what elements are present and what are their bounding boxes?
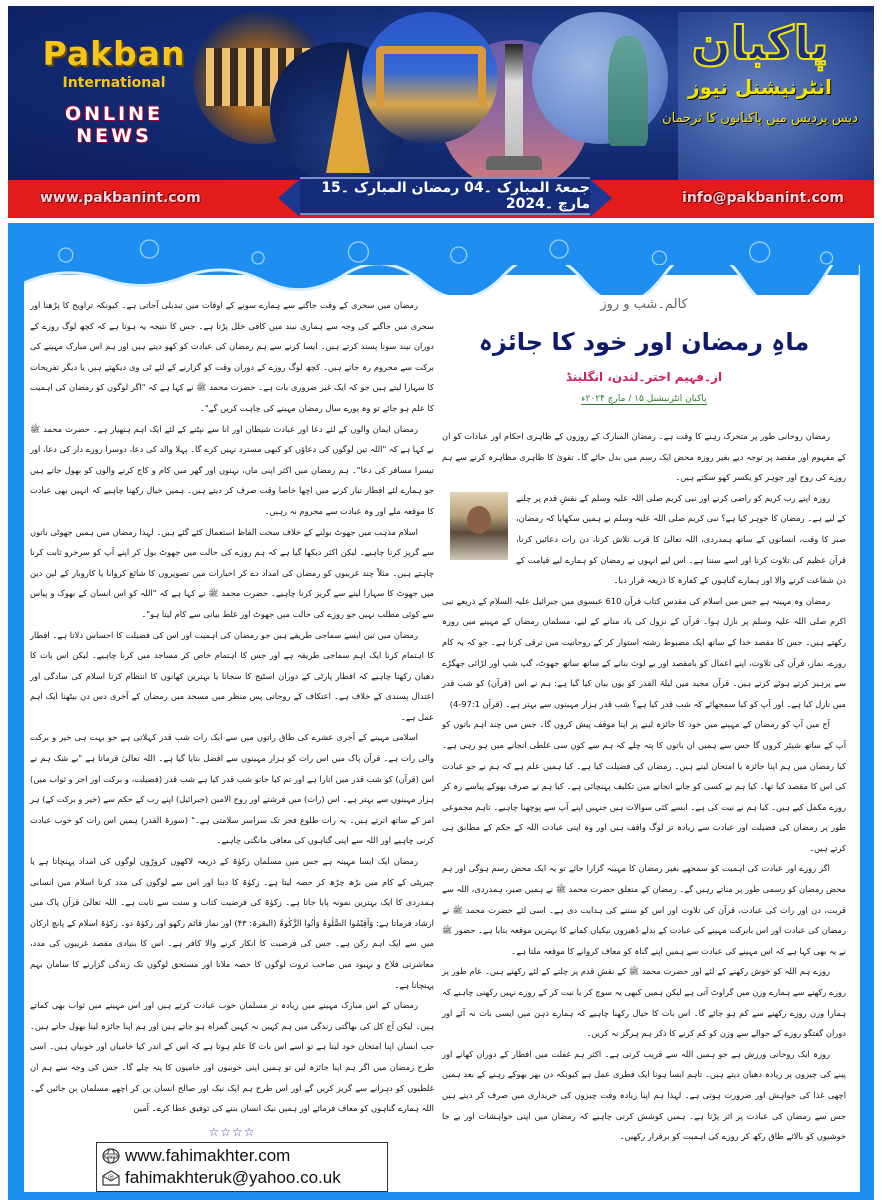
brand-logo-urdu — [660, 16, 860, 126]
article-headline: ماہِ رمضان اور خود کا جائزہ — [478, 328, 810, 356]
website-link[interactable]: www.pakbanint.com — [40, 190, 201, 206]
author-contact-box — [96, 1142, 388, 1192]
brand-subtitle: International — [62, 75, 166, 91]
brand-subtitle-urdu: انٹرنیشنل نیوز — [688, 75, 832, 100]
article-paragraph: آج میں آپ کو رمضان کے مہینے میں خود کا جائزہ لینے پر اپنا موقف پیش کروں گا۔ جس میں چند اہم باتوں کو آپ کے ساتھ شیئر کروں گا جس سے ہمیں ان باتوں کا پتہ چلے کہ ہم سے کون سی غلطی انجانے میں ہو رہی ہے۔ کیا رمضان میں ہم اپنا جائزہ یا امتحان لیتے ہیں۔ رمضان کی فضیلت کیا ہے۔ کیا ہمیں علم ہے کہ ہم نے جو عبادت کی اس کا مقصد کیا تھا۔ کیا ہم نے کسی کو جانے انجانے میں تکلیف پہنچائی ہے۔ کیا ہم نے صرف بھوکے پیاسے رہ کر روزے مکمل کیے ہیں۔ کیا ہم نے نیت کی ہے۔ ایسے کئی سوالات ہیں جنہیں اپنے آپ سے پوچھنا چاہیے۔ تاہم مجموعی طور پر رمضان کی فضیلت اور عبادت سے زیادہ تر لوگ واقف ہیں اور وہ اپنی عبادت اللہ کے حکم کے مطابق ہی کرتے ہیں۔ — [442, 719, 846, 853]
article-column-right — [442, 295, 846, 1147]
brand-tagline: ONLINE NEWS — [64, 103, 164, 147]
column-kicker: کالم۔شب و روز — [600, 297, 688, 312]
author-website-row[interactable] — [101, 1145, 383, 1167]
date-ribbon — [300, 177, 590, 215]
author-email-link[interactable]: fahimakhteruk@yahoo.co.uk — [125, 1168, 341, 1187]
article-paragraph: روزہ ایک روحانی ورزش ہے جو ہمیں اللہ سے قریب کرتی ہے۔ اکثر ہم غفلت میں افطار کے دوران کھانے اور پینے کی چیزوں پر زیادہ دھیان دیتے ہیں۔ تاہم ایسا ہونا ایک فطری عمل ہے کیونکہ دن بھر بھوکے رہنے کے بعد ہمیں اچھی غذا کی خواہش اور ضرورت ہوتی ہے۔ لہذا ہم اپنا زیادہ وقت چیزوں کی خریداری میں صرف کر دیتے ہیں جس سے رمضان کی عبادت پر اثر پڑتا ہے۔ ہمیں کوشش کرنی چاہیے کہ رمضان میں اپنی خواہشات اور بے جا خوشیوں کو بالائے طاق رکھ کر روزے کی اہمیت کو برقرار رکھیں۔ — [442, 1048, 846, 1142]
envelope-at-icon — [101, 1169, 121, 1187]
brand-name: Pakban — [42, 34, 186, 73]
article-frame — [8, 223, 874, 1200]
article-paragraph: رمضان میں تین ایسے سماجی طریقے ہیں جو رمضان کی اہمیت اور اس کی فضیلت کا احساس دلاتا ہے۔ افطار کا اہتمام کرنا ایک اہم سماجی طریقہ ہے اور جس کا اہتمام خاص کر مساجد میں کرنا چاہیے۔ لیکن اس بات کا دھیان رکھنا چاہیے کہ افطار پارٹی کے دوران اسٹیج کا سجانا یا بہترین کھانوں کا انتظام کرنا اسلام کی سادگی اور اعتدال پسندی کے خلاف ہے۔ اعتکاف کے روحانی پس منظر میں مسجد میں رمضان کے آخری دس دن بیٹھنا ایک اہم عمل ہے۔ — [30, 629, 434, 722]
minar-base-shape — [486, 156, 542, 170]
article-paper — [24, 275, 860, 1192]
article-paragraph: روزہ اپنے رب کریم کو راضی کرنے اور نبی کریم صلی اللہ علیہ وسلم کے نقشِ قدم پر چلنے کے لیے ہے۔ رمضان کا جوہر کیا ہے؟ نبی کریم صلی اللہ علیہ وسلم نے ہمیں سکھایا کہ رمضان، صبر کا وقت، انسانوں کے ساتھ ہمدردی، اللہ تعالیٰ کا قرب تلاش کرنا، دن رات دعائیں کرنا، قرآن عظیم کی تلاوت کرنا اور اسے سننا ہے۔ اس لیے انہوں نے رمضان کو ہمارے لیے قیامت کے دن شفاعت کرنے والا اور ہمارے گناہوں کے کفارہ کا ذریعہ قرار دیا۔ — [516, 492, 846, 586]
email-link[interactable]: info@pakbanint.com — [682, 190, 844, 206]
article-paragraph: رمضان کے اس مبارک مہینے میں زیادہ تر مسلمان خوب عبادت کرتے ہیں اور اس مہینے میں ثواب بھی کماتے ہیں۔ لیکن آج کل کی بھاگتی زندگی میں ہم کہیں نہ کہیں گمراہ ہو جاتے ہیں اور ہم اپنا جائزہ لینا بھول جاتے ہیں۔ جب انسان اپنا امتحان خود لیتا ہے تو اسے اس بات کا علم ہوتا ہے کہ اس کے اندر کیا خامیاں اور خوبیاں ہیں۔ اسی طرح رمضان میں اگر ہم اپنا جائزہ لیں تو ہمیں اپنی خوبیوں اور خامیوں کا پتہ چلے گا۔ جس کی وجہ سے ہم ان غلطیوں کو دہرانے سے گریز کریں گے اور اس طرح ہم ایک نیک اور صالح انسان بن کر اچھے مسلمان بن جائیں گے۔ اللہ ہمارے گناہوں کو معاف فرمائے اور ہمیں نیک انسان بننے کی توفیق عطا کرے۔ آمین — [30, 1000, 434, 1114]
issue-date: جمعۃ المبارک ۔04 رمضان المبارک ۔15 مارچ ۔2024 — [321, 180, 590, 212]
article-paragraph: رمضان ایمان والوں کے لئے دعا اور عبادت شیطان اور انا سے نپٹنے کے لئے ایک اہم ہتھیار ہے۔ حضرت محمد ﷺ نے کہا ہے کہ "اللہ تین لوگوں کی دعاؤں کو کبھی مسترد نہیں کرے گا۔ پہلا والد کی دعا، دوسرا روزے دار کی دعا، اور تیسرا مسافر کی دعا"۔ ہم رمضان میں اکثر اپنی ماں، بہنوں اور گھر میں کام و کاج کرنے والوں کو بھول جاتے ہیں جو ہمارے لئے افطار تیار کرنے میں اچھا خاصا وقت صرف کر دیتے ہیں۔ ہمیں خیال رکھنا چاہیے کہ انہیں بھی عبادت کا موقعہ ملے اور وہ عبادت سے محروم نہ رہیں۔ — [30, 423, 434, 516]
publication-date: پاکبان انٹرنیشنل ۱۵ / مارچ ۲۰۲۴ء — [581, 394, 707, 404]
article-paragraph: اگر روزے اور عبادت کی اہمیت کو سمجھے بغیر رمضان کا مہینہ گزارا جائے تو یہ ایک محض رسم ہوگی اور ہم محض رمضان کو رسمی طور پر مناتے رہیں گے۔ رمضان کے متعلق حضرت محمد ﷺ نے ہمیں صبر، ہمدردی، اللہ سے قربت، دن اور رات کی عبادت، قرآن کی تلاوت اور اس کو سننے کی ہدایت دی ہے۔ اسی لئے حضرت محمد ﷺ نے رمضان کی عبادت اور اس بابرکت مہینے کی عبادت کے بدلے ڈھیروں نیکیاں کمانے کا بہترین موقعہ بتایا ہے۔ حضور ﷺ نے یہ بھی کہا ہے کہ اس مہینے کی عبادت سے ہمیں اپنے گناہ کو معاف کروانے کا موقعہ ملتا ہے۔ — [442, 863, 846, 956]
article-paragraph: رمضان روحانی طور پر متحرک رہنے کا وقت ہے۔ رمضان المبارک کے روزوں کے ظاہری احکام اور عبادات کو ان کے مفہوم اور مقصد پر توجہ دیے بغیر روزہ محض ایک رسم میں بدل جائے گا۔ تقویٰ کا ظاہری مظاہرہ کرنے سے ہم روزے کی روح اور جوہر کو یکسر کھو سکتے ہیں۔ — [442, 431, 846, 483]
brand-name-urdu: پاکبان — [691, 16, 829, 70]
article-paragraph: اسلام مذہب میں جھوٹ بولنے کے خلاف سخت الفاظ استعمال کئے گئے ہیں۔ لہذا رمضان میں ہمیں جھوٹی باتوں سے گریز کرنا چاہیے۔ لیکن اکثر دیکھا گیا ہے کہ ہم روزے کی حالت میں جھوٹ بول کر اپنے آپ کو سرخرو ثابت کرنا چاہتے ہیں۔ مثلاً چند غریبوں کو رمضان کی امداد دے کر اخبارات میں تصویروں کا شائع کروانا یا کاروبار کے لین دین میں جھوٹ کا سہارا لینے سے گریز کرنا چاہیے۔ حضرت محمد ﷺ نے کہا ہے کہ "اللہ کو اس انسان کے بھوک و پیاس سے کوئی مطلب نہیں جو روزے کی حالت میں جھوٹ اور غلط بیانی سے کام لیتا ہو"۔ — [30, 526, 434, 619]
article-paragraph: رمضان وہ مہینہ ہے جس میں اسلام کی مقدس کتاب قرآن 610 عیسوی میں جبرائیل علیہ السلام کے ذریعے نبی اکرم صلی اللہ علیہ وسلم پر نازل ہوا۔ قرآن کے نزول کی یاد منانے کے لیے، مسلمان رمضان کے مہینے میں روزہ رکھتے ہیں۔ جس کا مقصد خدا کے ساتھ ایک مضبوط رشتہ استوار کر کے روحانیت میں ترقی کرنا ہے۔ جو کہ یہ کام روزے، نماز، قرآن کی تلاوت، اپنے اعمال کو بامقصد اور بے لوث بنانے کے ساتھ ساتھ جھوٹ، گپ شپ اور لڑائی جھگڑے سے پرہیز کرتے ہوئے کرتے ہیں۔ قرآن مجید میں لیلۃ القدر کو یوں بیان کیا گیا ہے: ہم نے اس (قرآن) کو شب قدر میں نازل کیا ہے۔ اور آپ کو کیا سمجھائے کہ شب قدر کیا ہے؟ شب قدر ہزار مہینوں سے بہتر ہے۔ (قرآن 97:1-4) — [442, 595, 846, 709]
article-paragraph: اسلامی مہینے کے آخری عشرے کی طاق راتوں میں سے ایک رات شب قدر کہلاتی ہے جو بہت ہی خیر و برکت والی رات ہے۔ قرآن پاک میں اس رات کو ہزار مہینوں سے افضل بتایا گیا ہے۔ اللہ تعالیٰ فرماتا ہے "بے شک ہم نے اس (قرآن) کو شب قدر میں اتارا ہے اور تم کیا جانو شب قدر کیا ہے شب قدر (فضیلت، و برکت اور اجر و ثواب میں) ہزار مہینوں سے بہتر ہے۔ اس (رات) میں فرشتے اور روح الامین (جبرائیل) اپنے رب کے حکم سے (خیر و برکت کے) ہر امر کے ساتھ اترتے ہیں۔ یہ رات طلوع فجر تک سراسر سلامتی ہے۔" (سورۃ القدر) ہمیں اس رات کو خوب عبادت کرنی چاہیے اور اللہ سے اپنی گناہوں کی معافی مانگنی چاہیے۔ — [30, 732, 434, 846]
wave-border-decoration — [24, 265, 860, 295]
masthead-banner — [8, 6, 874, 180]
article-column-left — [30, 295, 434, 1139]
globe-www-icon — [101, 1147, 121, 1165]
author-website-link[interactable]: www.fahimakhter.com — [125, 1146, 291, 1165]
minar-shape — [505, 44, 523, 169]
brand-tagline-urdu: دیس پردیس میں پاکبانوں کا ترجمان — [662, 111, 858, 127]
article-paragraph: رمضان ایک ایسا مہینہ ہے جس میں مسلمان زکوٰۃ کے ذریعہ لاکھوں کروڑوں لوگوں کی امداد پہنچاتا ہے یا چیریٹی کے کام میں بڑھ چڑھ کر حصہ لیتا ہے۔ زکوٰۃ کا دینا اور اس سے لوگوں کی مدد کرنا اسلام میں انسانی ہمدردی کا ایک بہترین نمونہ پایا جاتا ہے۔ زکوٰۃ کی فرضیت کتاب و سنت سے ثابت ہے۔ اللہ تعالیٰ قرآن پاک میں ارشاد فرماتا ہے: وَاَقِیْمُوا الصَّلٰوۃَ وَاٰتُوا الزَّکٰوۃَ (البقرۃ: ۴۳) اور نماز قائم رکھو اور زکوٰۃ دو۔ زکوٰۃ اسلام کے پانچ ارکان میں سے ایک اہم رکن ہے۔ جس کی فرضیت کا انکار کرنے والا کافر ہے۔ اس کا بنیادی مقصد غریبوں کی مدد، معاشرتی فلاح و بہبود میں صاحب ثروت لوگوں کا حصہ ملانا اور مستحق لوگوں تک زندگی گزارنے کا سامان بہم پہنچانا ہے۔ — [30, 856, 434, 990]
author-photo — [450, 492, 508, 560]
end-of-article-stars: ☆☆☆☆ — [208, 1124, 256, 1139]
svg-text:@: @ — [108, 1174, 114, 1181]
svg-text:www: www — [106, 1154, 116, 1159]
tower-bridge-shape — [376, 46, 486, 106]
statue-of-liberty-shape — [608, 36, 648, 146]
article-paragraph: روزے ہم اللہ کو خوش رکھنے کے لئے اور حضرت محمد ﷺ کے نقشِ قدم پر چلنے کے لئے رکھتے ہیں۔ عام طور پر روزے رکھنے سے ہمارے وزن میں گراوٹ آتی ہے لیکن ہمیں کبھی یہ سوچ کر یا نیت کر کے روزے نہیں رکھنی چاہیے کہ ہمارا وزن روزے رکھنے سے کم ہو جائے گا۔ اس بات کا خیال رکھنا چاہیے کہ ہمارے ذہن میں ایسی بات نہ آئے اور دوران گفتگو روزے کے حوالے سے وزن کو کم کرنے کا ذکر ہم ہرگز نہ کریں۔ — [442, 966, 846, 1039]
article-byline: از۔فہیم اختر۔لندن، انگلینڈ — [565, 370, 723, 384]
brand-logo-english — [24, 34, 204, 147]
article-paragraph: رمضان میں سحری کے وقت جاگنے سے ہمارے سونے کے اوقات میں تبدیلی آجاتی ہے۔ کیونکہ تراویح کا پڑھنا اور سحری میں جاگنے کی وجہ سے ہماری نیند میں کافی خلل پڑتا ہے۔ جس کا نتیجہ یہ ہوتا ہے کہ کچھ لوگ روزے کے دوران نیند سونا پسند کرتے ہیں۔ ایسا کرنے سے ہم رمضان کی عبادت کو کھو دیتے ہیں اور ہم اس مبارک مہینے کی برکت سے محروم رہ جاتے ہیں۔ کچھ لوگ روزے کے دوران وقت کو گزارنے کے لئے ٹی وی دیکھتے ہیں یا دیگر تفریحات کا سہارا لیتے ہیں جو کہ ایک غیر ضروری بات ہے۔ حضرت محمد ﷺ نے کہا ہے کہ "اگر لوگوں کو رمضان کی اہمیت کا علم ہو جائے تو وہ پورے سال رمضان مہینے کی چاہت کریں گے"۔ — [30, 300, 434, 413]
author-email-row[interactable] — [101, 1167, 383, 1189]
publication-line — [442, 394, 846, 404]
